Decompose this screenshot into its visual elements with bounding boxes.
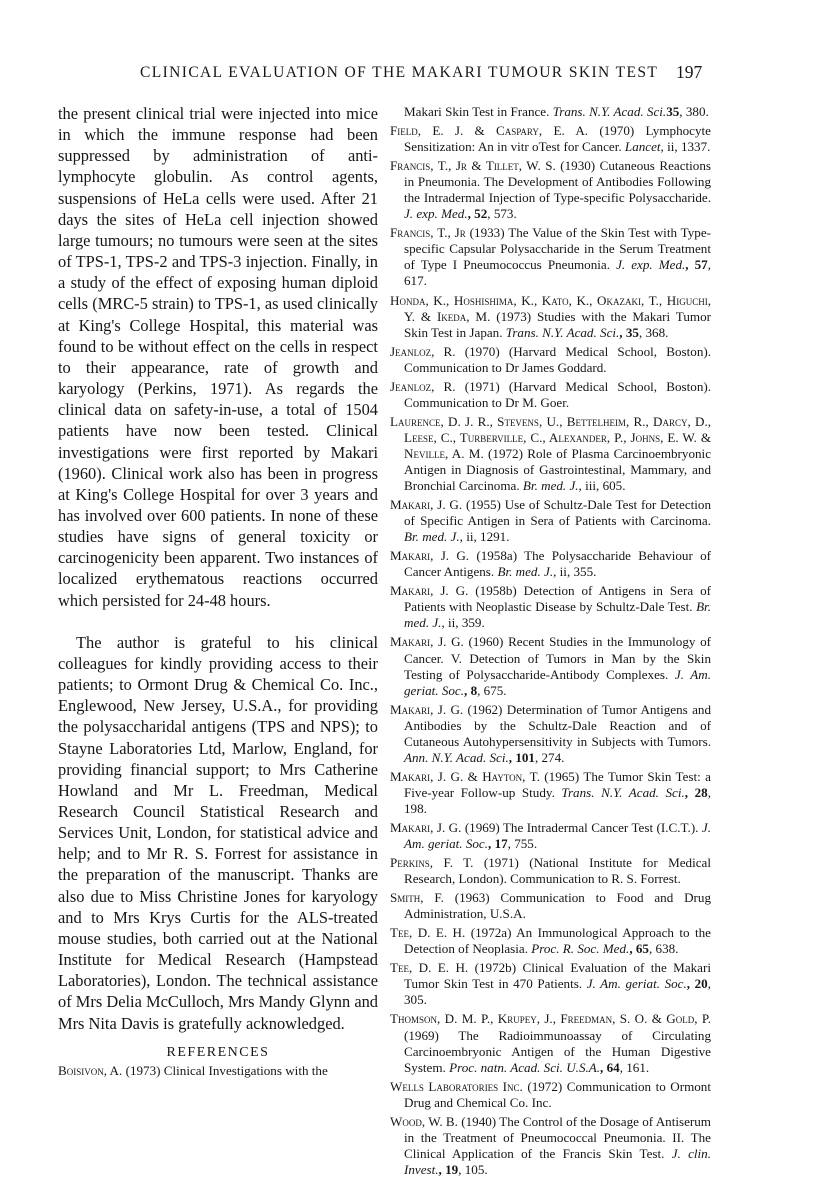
reference-entry bbox=[390, 497, 711, 545]
reference-authors: Makari, J. G. bbox=[390, 634, 464, 650]
reference-authors: Francis, T., Jr bbox=[390, 225, 466, 241]
reference-entry bbox=[390, 104, 711, 120]
reference-pages: iii, 605. bbox=[585, 478, 626, 494]
reference-journal: Br. med. J., bbox=[522, 478, 582, 494]
reference-text: (1972) Role of Plasma Carcinoembryonic Antigen in Diagnosis of Gastrointestinal, Mammary, and Bronchial Carcinoma. bbox=[404, 445, 712, 494]
reference-journal: J. clin. Invest. bbox=[404, 1145, 711, 1177]
reference-volume: , 28 bbox=[684, 784, 708, 800]
reference-entry bbox=[390, 820, 711, 852]
reference-text: (1969) The Intradermal Cancer Test (I.C.T.). bbox=[464, 819, 699, 835]
reference-text: (1970) Lymphocyte Sensitization: An in vitr oTest for Cancer. bbox=[404, 123, 711, 155]
reference-text: (1930) Cutaneous Reactions in Pneumonia. The Development of Antibodies Following the Intradermal Injection of Type-specific Polysaccharide. bbox=[404, 158, 711, 206]
reference-entry bbox=[390, 960, 711, 1008]
reference-entry bbox=[58, 1063, 378, 1079]
reference-entry bbox=[390, 702, 711, 766]
reference-pages: , 368. bbox=[638, 324, 669, 340]
reference-entry bbox=[390, 1114, 711, 1178]
reference-entry bbox=[390, 634, 711, 698]
reference-authors: Tee, D. E. H. bbox=[390, 925, 466, 941]
reference-volume: , 17 bbox=[488, 836, 508, 852]
left-column bbox=[58, 103, 378, 1079]
reference-journal: Br. med. J., bbox=[404, 599, 711, 631]
reference-journal: J. exp. Med. bbox=[616, 257, 686, 273]
reference-authors: Honda, K., Hoshishima, K., Kato, K., Okazaki, T., Higuchi, Y. & Ikeda, M. bbox=[390, 292, 711, 324]
reference-entry bbox=[390, 583, 711, 631]
reference-authors: Laurence, D. J. R., Stevens, U., Bettelheim, R., Darcy, D., Leese, C., Turberville, C., Alexander, P., Johns, E. W. & Neville, A. M. bbox=[390, 413, 711, 461]
reference-journal: Trans. N.Y. Acad. Sci. bbox=[561, 784, 685, 800]
reference-authors: Wells Laboratories Inc. bbox=[390, 1078, 523, 1094]
reference-entry bbox=[390, 225, 711, 289]
reference-entry bbox=[390, 123, 711, 155]
reference-volume: 35 bbox=[666, 104, 680, 119]
reference-text: (1958b) Detection of Antigens in Sera of Patients with Neoplastic Disease by Schultz-Dale Test. bbox=[404, 583, 711, 615]
reference-pages: ii, 1291. bbox=[466, 529, 510, 545]
reference-volume: , 20 bbox=[686, 976, 708, 992]
reference-volume: , 64 bbox=[600, 1059, 620, 1075]
reference-journal: J. Am. geriat. Soc. bbox=[404, 819, 711, 852]
reference-text: (1933) The Value of the Skin Test with Type-specific Capsular Polysaccharide in the Serum Treatment of Type I Pneumococcus Pneumonia. bbox=[404, 225, 711, 273]
reference-authors: Makari, J. G. bbox=[390, 819, 462, 835]
reference-text: (1955) Use of Schultz-Dale Test for Detection of Specific Antigen in Sera of Patients with Carcinoma. bbox=[404, 497, 711, 529]
reference-volume: , 19 bbox=[438, 1161, 459, 1177]
reference-entry bbox=[390, 890, 711, 922]
reference-journal: Lancet, bbox=[624, 139, 664, 155]
reference-volume: , 35 bbox=[619, 324, 639, 340]
page-number: 197 bbox=[676, 62, 703, 82]
reference-pages: , 305. bbox=[404, 976, 712, 1008]
reference-journal: J. Am. geriat. Soc. bbox=[586, 976, 687, 992]
reference-pages: , 380. bbox=[679, 104, 709, 119]
reference-entry bbox=[390, 293, 711, 341]
reference-authors: Boisivon, A. bbox=[58, 1062, 123, 1078]
reference-volume: , 57 bbox=[685, 257, 708, 273]
reference-text: (1973) Clinical Investigations with the bbox=[125, 1062, 328, 1078]
reference-pages: ii, 359. bbox=[448, 615, 485, 631]
reference-pages: , 573. bbox=[487, 206, 517, 222]
reference-volume: , 8 bbox=[464, 682, 478, 698]
reference-text: (1940) The Control of the Dosage of Antiserum in the Treatment of Pneumococcal Pneumonia. II. The Clinical Application of the Francis Skin Test. bbox=[404, 1113, 711, 1161]
reference-journal: Proc. R. Soc. Med. bbox=[531, 941, 630, 957]
reference-authors: Jeanloz, R. bbox=[390, 378, 456, 394]
reference-pages: , 161. bbox=[619, 1059, 650, 1075]
reference-authors: Field, E. J. & Caspary, E. A. bbox=[390, 123, 589, 139]
reference-text: (1972b) Clinical Evaluation of the Makari Tumor Skin Test in 470 Patients. bbox=[404, 960, 711, 992]
references-list bbox=[390, 104, 711, 1181]
reference-authors: Wood, W. B. bbox=[390, 1113, 458, 1129]
reference-entry bbox=[390, 379, 711, 411]
reference-authors: Makari, J. G. bbox=[390, 548, 470, 564]
reference-text: (1960) Recent Studies in the Immunology of Cancer. V. Detection of Tumors in Man by the Skin Testing of Polysaccharide-Antibody Complexes. bbox=[404, 634, 711, 682]
reference-pages: , 274. bbox=[534, 749, 565, 765]
reference-authors: Tee, D. E. H. bbox=[390, 960, 469, 976]
reference-text: (1973) Studies with the Makari Tumor Skin Test in Japan. bbox=[404, 308, 711, 340]
reference-text: (1972) Communication to Ormont Drug and Chemical Co. Inc. bbox=[404, 1078, 711, 1110]
reference-volume: , 52 bbox=[467, 206, 488, 222]
reference-text: (1971) (Harvard Medical School, Boston). Communication to Dr M. Goer. bbox=[404, 378, 711, 410]
reference-text: (1970) (Harvard Medical School, Boston). Communication to Dr James Goddard. bbox=[404, 343, 711, 375]
reference-text: Makari Skin Test in France. bbox=[404, 104, 550, 119]
reference-entry bbox=[390, 855, 711, 887]
reference-pages: ii, 1337. bbox=[667, 139, 711, 155]
reference-pages: ii, 355. bbox=[559, 564, 597, 580]
reference-journal: Ann. N.Y. Acad. Sci. bbox=[404, 749, 509, 765]
reference-journal: Trans. N.Y. Acad. Sci. bbox=[552, 104, 667, 119]
reference-journal: Br. med. J., bbox=[497, 564, 557, 580]
reference-entry bbox=[390, 344, 711, 376]
reference-entry bbox=[390, 1011, 711, 1075]
reference-text: (1971) (National Institute for Medical Research, London). Communication to R. S. Forrest. bbox=[404, 855, 711, 887]
reference-entry bbox=[390, 769, 711, 817]
reference-journal: J. exp. Med. bbox=[404, 206, 468, 222]
running-header: CLINICAL EVALUATION OF THE MAKARI TUMOUR SKIN TEST bbox=[140, 64, 659, 81]
reference-pages: , 617. bbox=[404, 257, 711, 289]
reference-entry bbox=[390, 158, 711, 222]
reference-journal: Proc. natn. Acad. Sci. U.S.A. bbox=[449, 1059, 601, 1075]
reference-volume: , 101 bbox=[508, 749, 535, 765]
reference-text: (1972a) An Immunological Approach to the Detection of Neoplasia. bbox=[404, 925, 711, 957]
reference-journal: J. Am. geriat. Soc. bbox=[404, 666, 711, 698]
reference-journal: Br. med. J., bbox=[404, 529, 463, 545]
body-paragraph: the present clinical trial were injected into mice in which the immune response had been suppressed by administration of anti-lymphocyte globulin. As control agents, suspensions of HeLa cells were used. After 21 days the sites of HeLa cell injection showed large tumours; no tumours were seen at the sites of TPS-1, TPS-2 and TPS-3 injection. Finally, in a study of the effect of exposing human diploid cells (MRC-5 strain) to TPS-1, as used clinically at King's College Hospital, this material was found to be without effect on the cells in respect to their appearance, rate of growth and karyology (Perkins, 1971). As regards the clinical data on safety-in-use, a total of 1504 patients have now been tested. Clinical investigations were first reported by Makari (1960). Clinical work also has been in progress at King's College Hospital for over 3 years and has involved over 600 patients. In none of these studies have signs of general toxicity or carcinogenicity been apparent. Two instances of localized erythematous reactions occurred which persisted for 24-48 hours. bbox=[58, 104, 378, 610]
reference-volume: , 65 bbox=[629, 941, 649, 957]
reference-authors: Makari, J. G. bbox=[390, 701, 464, 717]
reference-entry bbox=[390, 925, 711, 957]
reference-entry bbox=[390, 414, 711, 494]
reference-authors: Makari, J. G. & Hayton, T. bbox=[390, 768, 540, 784]
reference-entry bbox=[390, 1079, 711, 1111]
reference-journal: Trans. N.Y. Acad. Sci. bbox=[505, 324, 620, 340]
acknowledgements-paragraph: The author is grateful to his clinical colleagues for kindly providing access to their patients; to Ormont Drug & Chemical Co. Inc., Englewood, New Jersey, U.S.A., for providing the polysaccharidal antigens (TPS and NPS); to Stayne Laboratories Ltd, Marlow, England, for providing financial support; to Mrs Catherine Howland and Mr L. Freedman, Medical Research Council Statistical Research and Services Unit, London, for statistical advice and help; and to Mr R. S. Forrest for assistance in the preparation of the manuscript. Thanks are also due to Miss Christine Jones for karyology and to Mrs Krys Curtis for the ALS-treated mouse studies, both carried out at the National Institute for Medical Research (Hampstead Laboratories), London. The technical assistance of Mrs Delia McCulloch, Mrs Mandy Glynn and Mrs Nita Davis is gratefully acknowledged. bbox=[58, 632, 378, 1033]
reference-authors: Jeanloz, R. bbox=[390, 343, 456, 359]
reference-authors: Makari, J. G. bbox=[390, 497, 463, 513]
reference-pages: , 198. bbox=[404, 784, 711, 816]
reference-authors: Francis, T., Jr & Tillet, W. S. bbox=[390, 158, 556, 174]
reference-text: (1965) The Tumor Skin Test: a Five-year Follow-up Study. bbox=[404, 768, 711, 800]
reference-authors: Smith, F. bbox=[390, 890, 444, 906]
reference-pages: , 105. bbox=[458, 1161, 488, 1177]
reference-pages: , 638. bbox=[648, 941, 679, 957]
references-heading: REFERENCES bbox=[166, 1044, 270, 1060]
reference-text: (1969) The Radioimmunoassay of Circulating Carcinoembryonic Antigen of the Human Digestive System. bbox=[404, 1027, 711, 1075]
reference-pages: , 675. bbox=[477, 682, 507, 698]
reference-authors: Makari, J. G. bbox=[390, 583, 469, 599]
reference-text: (1958a) The Polysaccharide Behaviour of Cancer Antigens. bbox=[404, 548, 711, 580]
reference-authors: Thomson, D. M. P., Krupey, J., Freedman, S. O. & Gold, P. bbox=[390, 1011, 711, 1027]
reference-authors: Perkins, F. T. bbox=[390, 855, 474, 871]
reference-text: (1963) Communication to Food and Drug Administration, U.S.A. bbox=[404, 890, 711, 922]
reference-text: (1962) Determination of Tumor Antigens and Antibodies by the Schultz-Dale Reaction and of Cutaneous Autohypersensitivity in Subjects with Tumors. bbox=[404, 701, 711, 749]
reference-pages: , 755. bbox=[507, 836, 538, 852]
reference-entry bbox=[390, 548, 711, 580]
